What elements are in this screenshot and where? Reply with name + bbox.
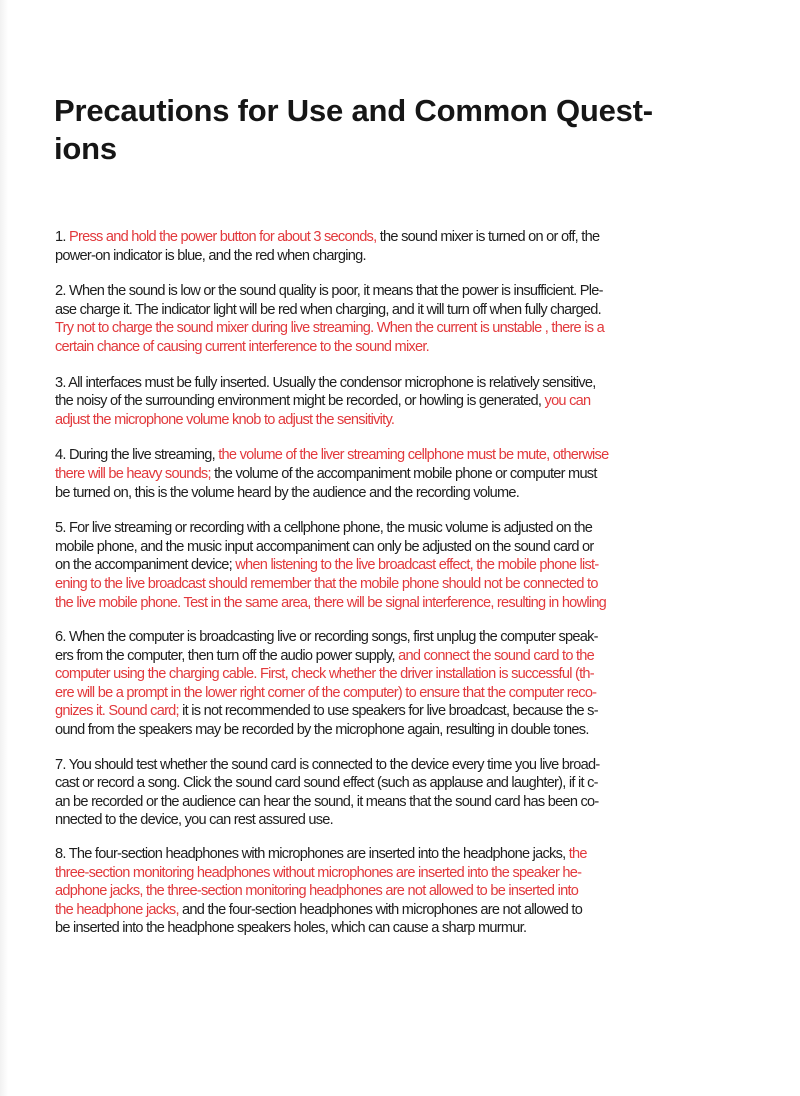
- text-line: [55, 484, 755, 503]
- highlighted-text: Press and hold the power button for about 3 seconds,: [68, 229, 377, 245]
- text-line: [55, 845, 755, 864]
- highlighted-text: gnizes it. Sound card;: [55, 703, 179, 720]
- highlighted-text: the live mobile phone. Test in the same area, there will be signal interference, resulting in howling: [55, 594, 607, 611]
- paragraph-gap: [55, 830, 755, 845]
- body-text: ound from the speakers may be recorded by the microphone again, resulting in double tones.: [55, 722, 589, 739]
- body-text: ers from the computer, then turn off the audio power supply,: [55, 647, 399, 664]
- highlighted-text: Try not to charge the sound mixer during live streaming. When the current is unstable , there is a: [55, 320, 604, 337]
- precaution-item-5: [55, 519, 755, 612]
- text-line: [55, 319, 755, 338]
- body-text: 4. During the live streaming,: [55, 447, 219, 464]
- highlighted-text: and connect the sound card to the: [398, 647, 595, 664]
- text-line: [55, 594, 755, 613]
- body-text: it is not recommended to use speakers for live broadcast, because the s-: [178, 703, 598, 720]
- precaution-item-4: [55, 446, 755, 502]
- highlighted-text: ening to the live broadcast should remember that the mobile phone should not be connected to: [55, 575, 598, 592]
- text-line: [55, 864, 755, 883]
- paragraph-gap: [55, 265, 755, 282]
- text-line: [55, 411, 755, 430]
- body-text: be turned on, this is the volume heard by the audience and the recording volume.: [55, 484, 520, 501]
- highlighted-text: the: [568, 846, 587, 863]
- body-text: an be recorded or the audience can hear the sound, it means that the sound card has been co-: [55, 793, 599, 810]
- precaution-item-2: [55, 282, 755, 356]
- highlighted-text: computer using the charging cable. First, check whether the driver installation is successful (th-: [55, 666, 594, 683]
- highlighted-text: there will be heavy sounds;: [55, 465, 211, 482]
- paragraph-gap: [55, 612, 755, 628]
- body-text: on the accompaniment device;: [55, 557, 236, 574]
- text-line: [55, 756, 755, 775]
- body-text: 1.: [55, 229, 69, 245]
- body-text: mobile phone, and the music input accompaniment can only be adjusted on the sound card or: [55, 538, 594, 555]
- highlighted-text: adphone jacks, the three-section monitoring headphones are not allowed to be inserted into: [55, 883, 579, 900]
- body-text: 2. When the sound is low or the sound quality is poor, it means that the power is insufficient. Ple-: [55, 283, 603, 300]
- text-line: [55, 702, 755, 721]
- precaution-item-7: [55, 756, 755, 830]
- body-text: 7. You should test whether the sound card is connected to the device every time you live broad-: [55, 756, 600, 773]
- highlighted-text: the headphone jacks,: [55, 901, 179, 918]
- text-line: [55, 882, 755, 901]
- text-line: [55, 228, 755, 247]
- body-text: 8. The four-section headphones with microphones are inserted into the headphone jacks,: [55, 846, 569, 863]
- precaution-item-6: [55, 628, 755, 740]
- body-text: the noisy of the surrounding environment might be recorded, or howling is generated,: [55, 393, 545, 410]
- text-line: [55, 374, 755, 393]
- body-text: cast or record a song. Click the sound card sound effect (such as applause and laughter), if it c-: [55, 775, 598, 792]
- paragraph-gap: [55, 429, 755, 446]
- text-line: [55, 793, 755, 812]
- paragraph-gap: [55, 502, 755, 519]
- precaution-item-8: [55, 845, 755, 938]
- body-text: 6. When the computer is broadcasting live or recording songs, first unplug the computer speak-: [55, 629, 598, 646]
- text-line: [55, 465, 755, 484]
- text-line: [55, 556, 755, 575]
- page-title: [54, 92, 754, 168]
- highlighted-text: you can: [544, 393, 591, 410]
- highlighted-text: the volume of the liver streaming cellphone must be mute, otherwise: [218, 447, 609, 464]
- precautions-list: [55, 228, 755, 938]
- paragraph-gap: [55, 357, 755, 374]
- text-line: [55, 301, 755, 320]
- body-text: nnected to the device, you can rest assured use.: [55, 812, 333, 829]
- text-line: [55, 446, 755, 465]
- text-line: [55, 519, 755, 538]
- text-line: [55, 282, 755, 301]
- text-line: [55, 721, 755, 740]
- highlighted-text: when listening to the live broadcast effect, the mobile phone list-: [235, 557, 599, 574]
- text-line: [55, 919, 755, 938]
- highlighted-text: certain chance of causing current interference to the sound mixer.: [55, 338, 429, 355]
- text-line: [55, 774, 755, 793]
- body-text: the sound mixer is turned on or off, the: [376, 229, 600, 245]
- body-text: 3. All interfaces must be fully inserted. Usually the condensor microphone is relatively sensitive,: [55, 374, 596, 391]
- highlighted-text: three-section monitoring headphones without microphones are inserted into the speaker he-: [55, 864, 582, 881]
- title-line: ions: [54, 131, 117, 166]
- title-line: Precautions for Use and Common Quest-: [54, 93, 653, 128]
- text-line: [55, 665, 755, 684]
- text-line: [55, 538, 755, 557]
- precaution-item-1: [55, 228, 755, 265]
- body-text: the volume of the accompaniment mobile phone or computer must: [210, 465, 597, 482]
- text-line: [55, 338, 755, 357]
- highlighted-text: ere will be a prompt in the lower right corner of the computer) to ensure that the computer reco-: [55, 684, 597, 701]
- body-text: be inserted into the headphone speakers holes, which can cause a sharp murmur.: [55, 920, 527, 937]
- body-text: power-on indicator is blue, and the red when charging.: [55, 247, 366, 264]
- body-text: 5. For live streaming or recording with a cellphone phone, the music volume is adjusted on the: [55, 520, 593, 537]
- text-line: [55, 647, 755, 666]
- body-text: ase charge it. The indicator light will be red when charging, and it will turn off when fully charged.: [55, 301, 601, 318]
- text-line: [55, 247, 755, 266]
- highlighted-text: adjust the microphone volume knob to adjust the sensitivity.: [55, 411, 395, 428]
- page-edge-shadow: [0, 0, 8, 1096]
- precaution-item-3: [55, 374, 755, 430]
- text-line: [55, 628, 755, 647]
- text-line: [55, 575, 755, 594]
- paragraph-gap: [55, 740, 755, 756]
- text-line: [55, 392, 755, 411]
- body-text: and the four-section headphones with microphones are not allowed to: [178, 901, 583, 918]
- text-line: [55, 901, 755, 920]
- text-line: [55, 684, 755, 703]
- text-line: [55, 811, 755, 830]
